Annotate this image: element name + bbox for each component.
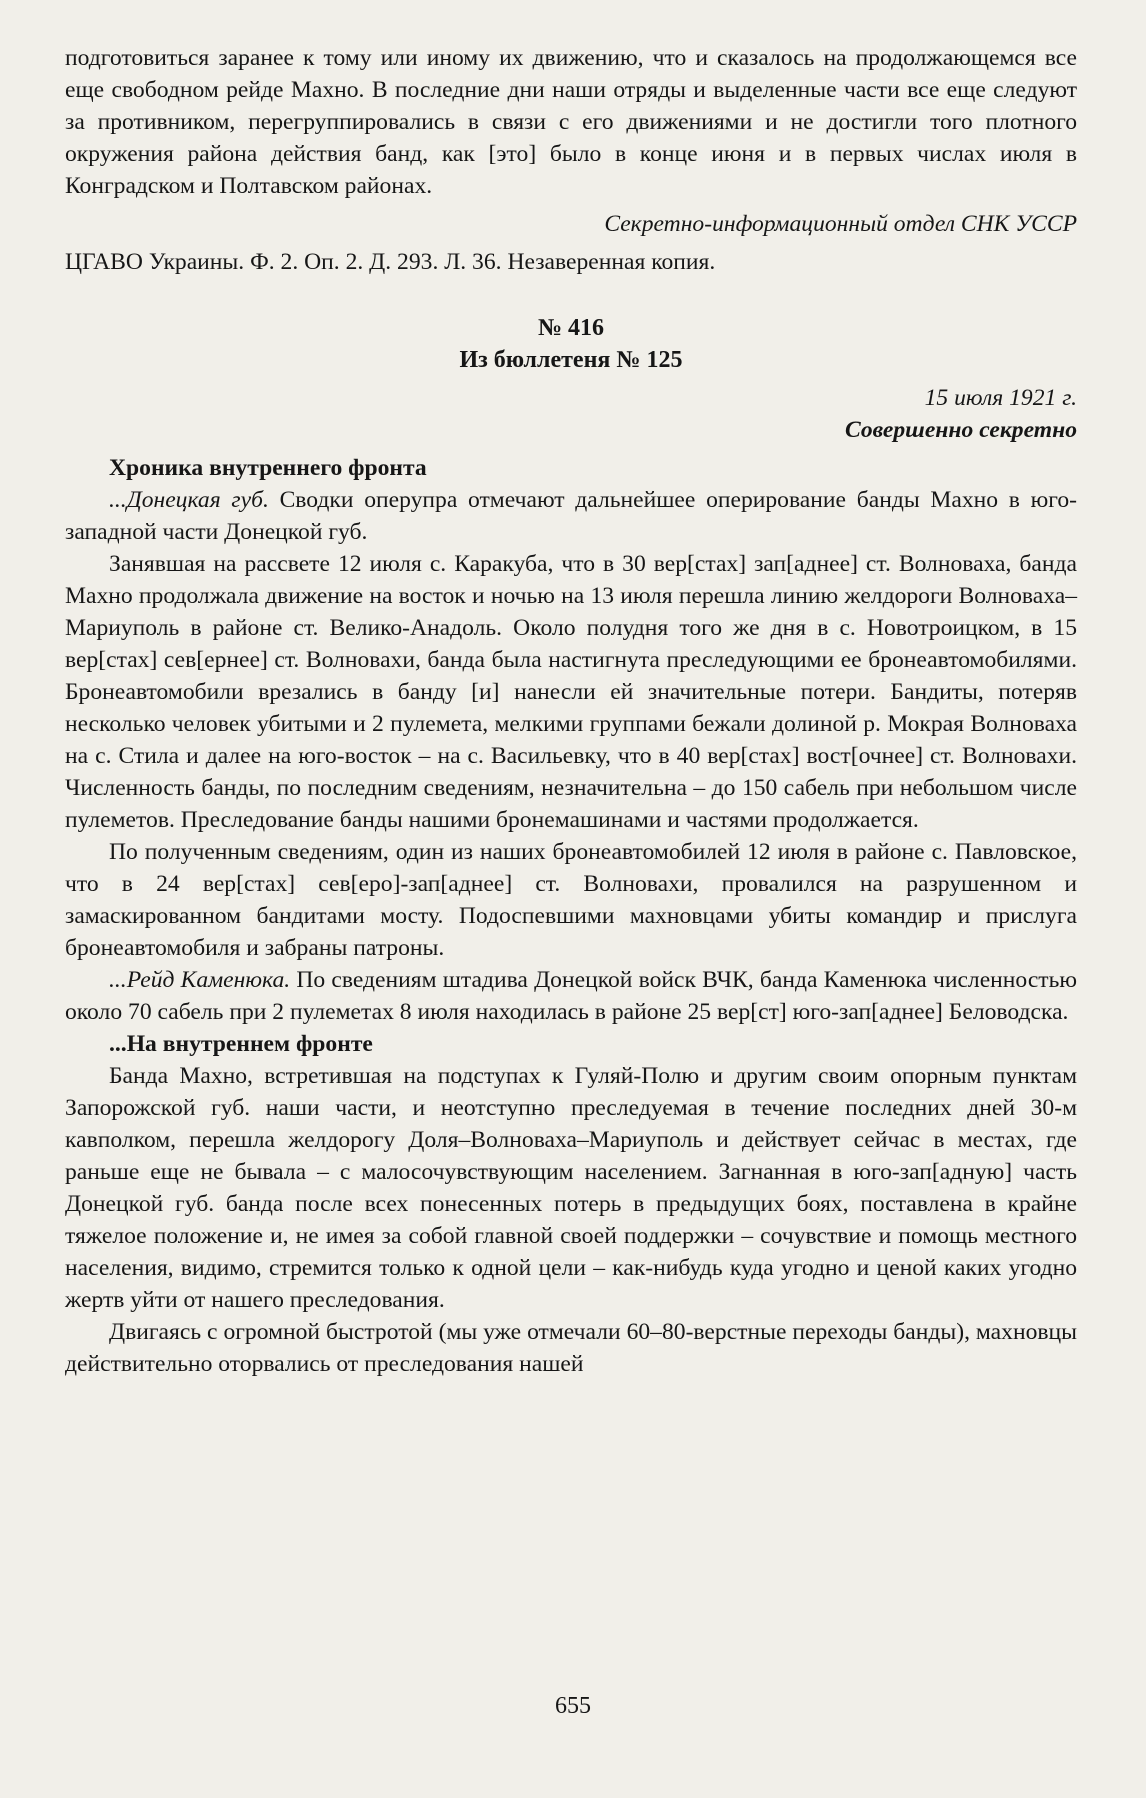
document-number: № 416 [537,315,605,341]
paragraph-text: По сведениям штадива Донецкой войск ВЧК, банда Каменюка численностью около 70 сабель при 2 пулеметах 8 июля находилась в районе 25 вер[ст] юго-зап[аднее] Беловодска. [65,967,1077,1025]
paragraph-pavlovskoe: По полученным сведениям, один из наших бронеавтомобилей 12 июля в районе с. Павловское, что в 24 вер[стах] сев[еро]-зап[аднее] ст. Волновахи, провалился на разрушенном и замаскированном бандитами мосту. Подоспевшими махновцами убиты командир и прислуга бронеавтомобиля и забраны патроны. [65,839,1077,961]
paragraph-kamenyuk [65,964,1077,1028]
document-page [65,42,1077,1380]
document-title: Из бюллетеня № 125 [459,347,683,373]
paragraph-text: Сводки оперупра отмечают дальнейшее оперирование банды Махно в юго-западной части Донецкой губ. [65,487,1078,545]
paragraph-lead: ...Рейд Каменюка. [109,967,291,993]
signature: Секретно-информационный отдел СНК УССР [604,211,1077,237]
paragraph-speed: Двигаясь с огромной быстротой (мы уже отмечали 60–80-верстные переходы банды), махновцы действительно оторвались от преследования нашей [65,1319,1077,1377]
page-number: 655 [555,1693,591,1719]
section-heading-internal-front: ...На внутреннем фронте [109,1031,373,1057]
paragraph-lead: ...Донецкая губ. [109,487,269,513]
archive-reference: ЦГАВО Украины. Ф. 2. Оп. 2. Д. 293. Л. 36. Незаверенная копия. [65,249,716,275]
continuation-paragraph: подготовиться заранее к тому или иному их движению, что и сказалось на продолжающемся все еще свободном рейде Махно. В последние дни наши отряды и выделенные части все еще следуют за противником, перегруппировались в связи с его движениями и не достигли того плотного окружения района действия банд, как [это] было в конце июня и в первых числах июля в Конградском и Полтавском районах. [65,45,1077,199]
paragraph-karakuba: Занявшая на рассвете 12 июля с. Каракуба, что в 30 вер[стах] зап[аднее] ст. Волноваха, банда Махно продолжала движение на восток и ночью на 13 июля перешла линию желдороги Волноваха–Мариуполь в районе ст. Велико-Анадоль. Около полудня того же дня в с. Новотроицком, в 15 вер[стах] сев[ернее] ст. Волновахи, банда была настигнута преследующими ее бронеавтомобилями. Бронеавтомобили врезались в банду [и] нанесли ей значительные потери. Бандиты, потеряв несколько человек убитыми и 2 пулемета, мелкими группами бежали долиной р. Мокрая Волноваха на с. Стила и далее на юго-восток – на с. Васильевку, что в 40 вер[стах] вост[очнее] ст. Волновахи. Численность банды, по последним сведениям, незначительна – до 150 сабель при небольшом числе пулеметов. Преследование банды нашими бронемашинами и частями продолжается. [65,551,1077,833]
paragraph-donetsk [65,484,1077,548]
paragraph-makhno-band: Банда Махно, встретившая на подступах к Гуляй-Полю и другим своим опорным пунктам Запорожской губ. наши части, и неотступно преследуемая в течение последних дней 30-м кавполком, перешла желдорогу Доля–Волноваха–Мариуполь и действует сейчас в местах, где раньше еще не бывала – с малосочувствующим населением. Загнанная в юго-зап[адную] часть Донецкой губ. банда после всех понесенных потерь в предыдущих боях, поставлена в крайне тяжелое положение и, не имея за собой главной своей поддержки – сочувствие и помощь местного населения, видимо, стремится только к одной цели – как-нибудь куда угодно и ценой каких угодно жертв уйти от нашего преследования. [65,1063,1077,1313]
document-date: 15 июля 1921 г. [924,385,1077,411]
document-classification: Совершенно секретно [844,417,1077,443]
section-heading-chronicle: Хроника внутреннего фронта [109,455,427,481]
